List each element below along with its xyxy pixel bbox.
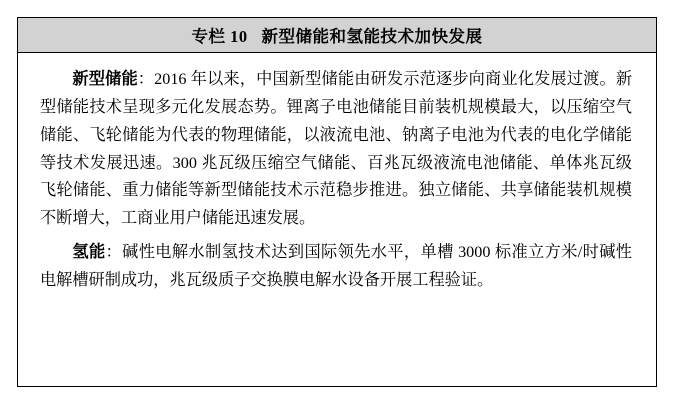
paragraph-lead: 氢能 (72, 243, 106, 262)
paragraph-text: ：碱性电解水制氢技术达到国际领先水平，单槽 3000 标准立方米/时碱性电解槽研制成功，兆瓦级质子交换膜电解水设备开展工程验证。 (40, 243, 632, 290)
box-title: 专栏 10 新型储能和氢能技术加快发展 (18, 18, 656, 53)
paragraph (40, 239, 632, 295)
paragraph (40, 66, 632, 233)
paragraph-text: ：2016 年以来，中国新型储能由研发示范逐步向商业化发展过渡。新型储能技术呈现多元化发展态势。锂离子电池储能目前装机规模最大，以压缩空气储能、飞轮储能为代表的物理储能，以液流电池、钠离子电池为代表的电化学储能等技术发展迅速。300 兆瓦级压缩空气储能、百兆瓦级液流电池储能、单体兆瓦级飞轮储能、重力储能等新型储能技术示范稳步推进。独立储能、共享储能装机规模不断增大，工商业用户储能迅速发展。 (40, 70, 633, 228)
callout-box (17, 17, 657, 387)
box-body (18, 53, 656, 295)
paragraph-lead: 新型储能 (72, 70, 138, 88)
